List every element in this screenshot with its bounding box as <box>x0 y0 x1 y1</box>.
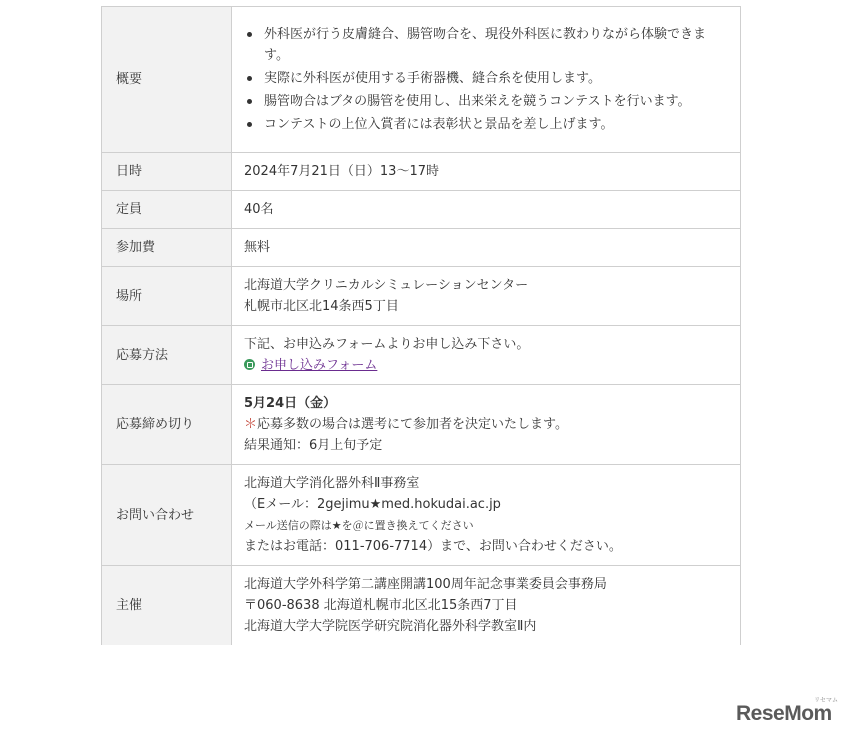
location-name: 北海道大学クリニカルシミュレーションセンター <box>244 278 529 293</box>
row-fee <box>102 229 741 267</box>
watermark-subtext: リセマム <box>814 697 838 704</box>
resemom-logo: ReseMom <box>736 702 832 725</box>
row-overview <box>102 7 741 153</box>
deadline-note-text: 応募多数の場合は選考にて参加者を決定いたします。 <box>257 417 568 432</box>
organizer-postal: 〒060-8638 北海道札幌市北区北15条西7丁目 <box>244 598 518 613</box>
datetime-value: 2024年7月21日（日）13～17時 <box>232 153 741 191</box>
apply-link-line <box>244 355 728 376</box>
deadline-value <box>232 385 741 465</box>
organizer-department: 北海道大学大学院医学研究院消化器外科学教室Ⅱ内 <box>244 619 537 634</box>
deadline-date: 5月24日（金） <box>244 396 337 411</box>
fee-value: 無料 <box>232 229 741 267</box>
overview-item: コンテストの上位入賞者には表彰状と景品を差し上げます。 <box>264 114 728 135</box>
row-contact <box>102 465 741 566</box>
overview-value <box>232 7 741 153</box>
location-address: 札幌市北区北14条西5丁目 <box>244 299 399 314</box>
apply-label: 応募方法 <box>102 326 232 385</box>
deadline-note <box>244 414 728 435</box>
overview-item: 外科医が行う皮膚縫合、腸管吻合を、現役外科医に教わりながら体験できます。 <box>264 24 728 66</box>
result-notice: 結果通知：6月上旬予定 <box>244 438 383 453</box>
deadline-label: 応募締め切り <box>102 385 232 465</box>
application-form-link[interactable]: お申し込みフォーム <box>261 358 378 373</box>
organizer-name: 北海道大学外科学第二講座開講100周年記念事業委員会事務局 <box>244 577 607 592</box>
location-label: 場所 <box>102 267 232 326</box>
location-value <box>232 267 741 326</box>
asterisk-mark: ＊ <box>244 417 258 432</box>
row-apply <box>102 326 741 385</box>
overview-label: 概要 <box>102 7 232 153</box>
contact-phone: またはお電話：011-706-7714）まで、お問い合わせください。 <box>244 539 622 554</box>
row-datetime <box>102 153 741 191</box>
capacity-label: 定員 <box>102 191 232 229</box>
apply-text: 下記、お申込みフォームよりお申し込み下さい。 <box>244 337 530 352</box>
fee-label: 参加費 <box>102 229 232 267</box>
contact-email-note: メール送信の際は★を＠に置き換えてください <box>244 519 474 532</box>
row-deadline <box>102 385 741 465</box>
organizer-value <box>232 566 741 646</box>
row-capacity <box>102 191 741 229</box>
datetime-label: 日時 <box>102 153 232 191</box>
organizer-label: 主催 <box>102 566 232 646</box>
overview-list <box>244 24 728 135</box>
row-location <box>102 267 741 326</box>
overview-item: 腸管吻合はブタの腸管を使用し、出来栄えを競うコンテストを行います。 <box>264 91 728 112</box>
capacity-value: 40名 <box>232 191 741 229</box>
contact-office: 北海道大学消化器外科Ⅱ事務室 <box>244 476 420 491</box>
apply-value <box>232 326 741 385</box>
overview-item: 実際に外科医が使用する手術器機、縫合糸を使用します。 <box>264 68 728 89</box>
contact-email: （Eメール：2gejimu★med.hokudai.ac.jp <box>244 497 501 512</box>
row-organizer <box>102 566 741 646</box>
event-info-table <box>101 6 741 645</box>
contact-value <box>232 465 741 566</box>
external-link-icon <box>244 359 255 370</box>
contact-label: お問い合わせ <box>102 465 232 566</box>
